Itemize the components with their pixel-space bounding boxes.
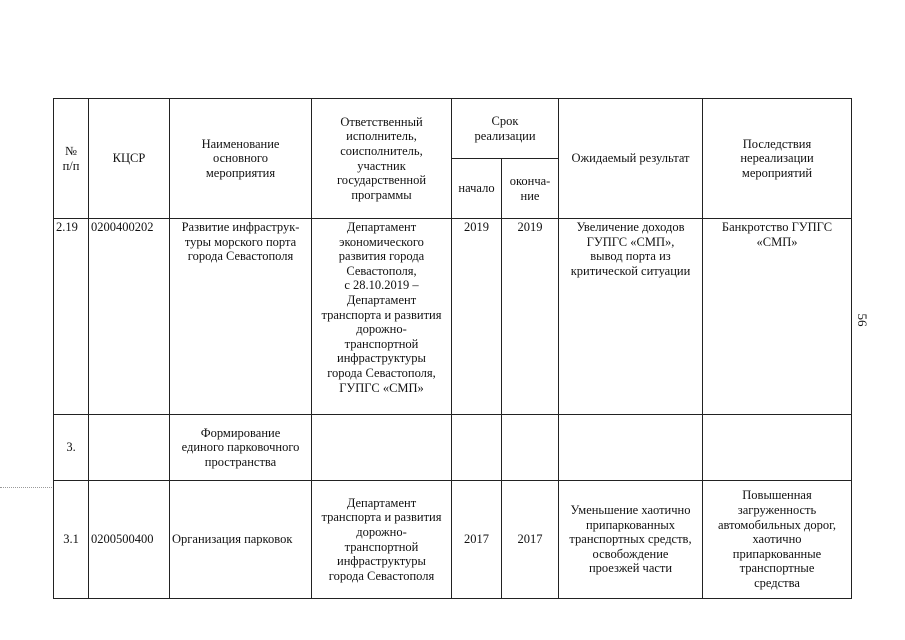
row-name: Развитие инфраструк- туры морского порта города Севастополя: [170, 219, 312, 415]
row-responsible: [312, 415, 452, 481]
row-result: Увеличение доходов ГУПГС «СМП», вывод порта из критической ситуации: [559, 219, 703, 415]
row-consequences: [703, 415, 852, 481]
row-result: [559, 415, 703, 481]
row-start: [452, 415, 502, 481]
header-start: начало: [452, 159, 502, 219]
header-end: оконча- ние: [502, 159, 559, 219]
row-kcsr: [89, 415, 170, 481]
row-num: 3.1: [54, 481, 89, 599]
table-row: [54, 415, 852, 481]
table-row: [54, 481, 852, 599]
row-responsible: Департамент транспорта и развития дорожно- транспортной инфраструктуры города Севастополя: [312, 481, 452, 599]
header-term: Срок реализации: [452, 99, 559, 159]
row-kcsr: 0200400202: [89, 219, 170, 415]
row-start: 2019: [452, 219, 502, 415]
table-header-row: [54, 99, 852, 159]
row-start: 2017: [452, 481, 502, 599]
page-number: 56: [855, 313, 870, 327]
program-measures-table: [53, 98, 852, 599]
header-num: № п/п: [54, 99, 89, 219]
row-end: 2017: [502, 481, 559, 599]
row-num: 3.: [54, 415, 89, 481]
row-result: Уменьшение хаотично припаркованных транспортных средств, освобождение проезжей части: [559, 481, 703, 599]
header-result: Ожидаемый результат: [559, 99, 703, 219]
row-name: Организация парковок: [170, 481, 312, 599]
scan-edge-mark: [0, 487, 52, 488]
row-consequences: Повышенная загруженность автомобильных дорог, хаотично припаркованные транспортные средства: [703, 481, 852, 599]
header-consequences: Последствия нереализации мероприятий: [703, 99, 852, 219]
row-consequences: Банкротство ГУПГС «СМП»: [703, 219, 852, 415]
header-name: Наименование основного мероприятия: [170, 99, 312, 219]
row-responsible: Департамент экономического развития города Севастополя, с 28.10.2019 – Департамент транспорта и развития дорожно- транспортной инфраструктуры города Севастополя, ГУПГС «СМП»: [312, 219, 452, 415]
row-end: [502, 415, 559, 481]
row-end: 2019: [502, 219, 559, 415]
table-row: [54, 219, 852, 415]
row-kcsr: 0200500400: [89, 481, 170, 599]
row-num: 2.19: [54, 219, 89, 415]
header-responsible: Ответственный исполнитель, соисполнитель, участник государственной программы: [312, 99, 452, 219]
header-kcsr: КЦСР: [89, 99, 170, 219]
row-name: Формирование единого парковочного пространства: [170, 415, 312, 481]
